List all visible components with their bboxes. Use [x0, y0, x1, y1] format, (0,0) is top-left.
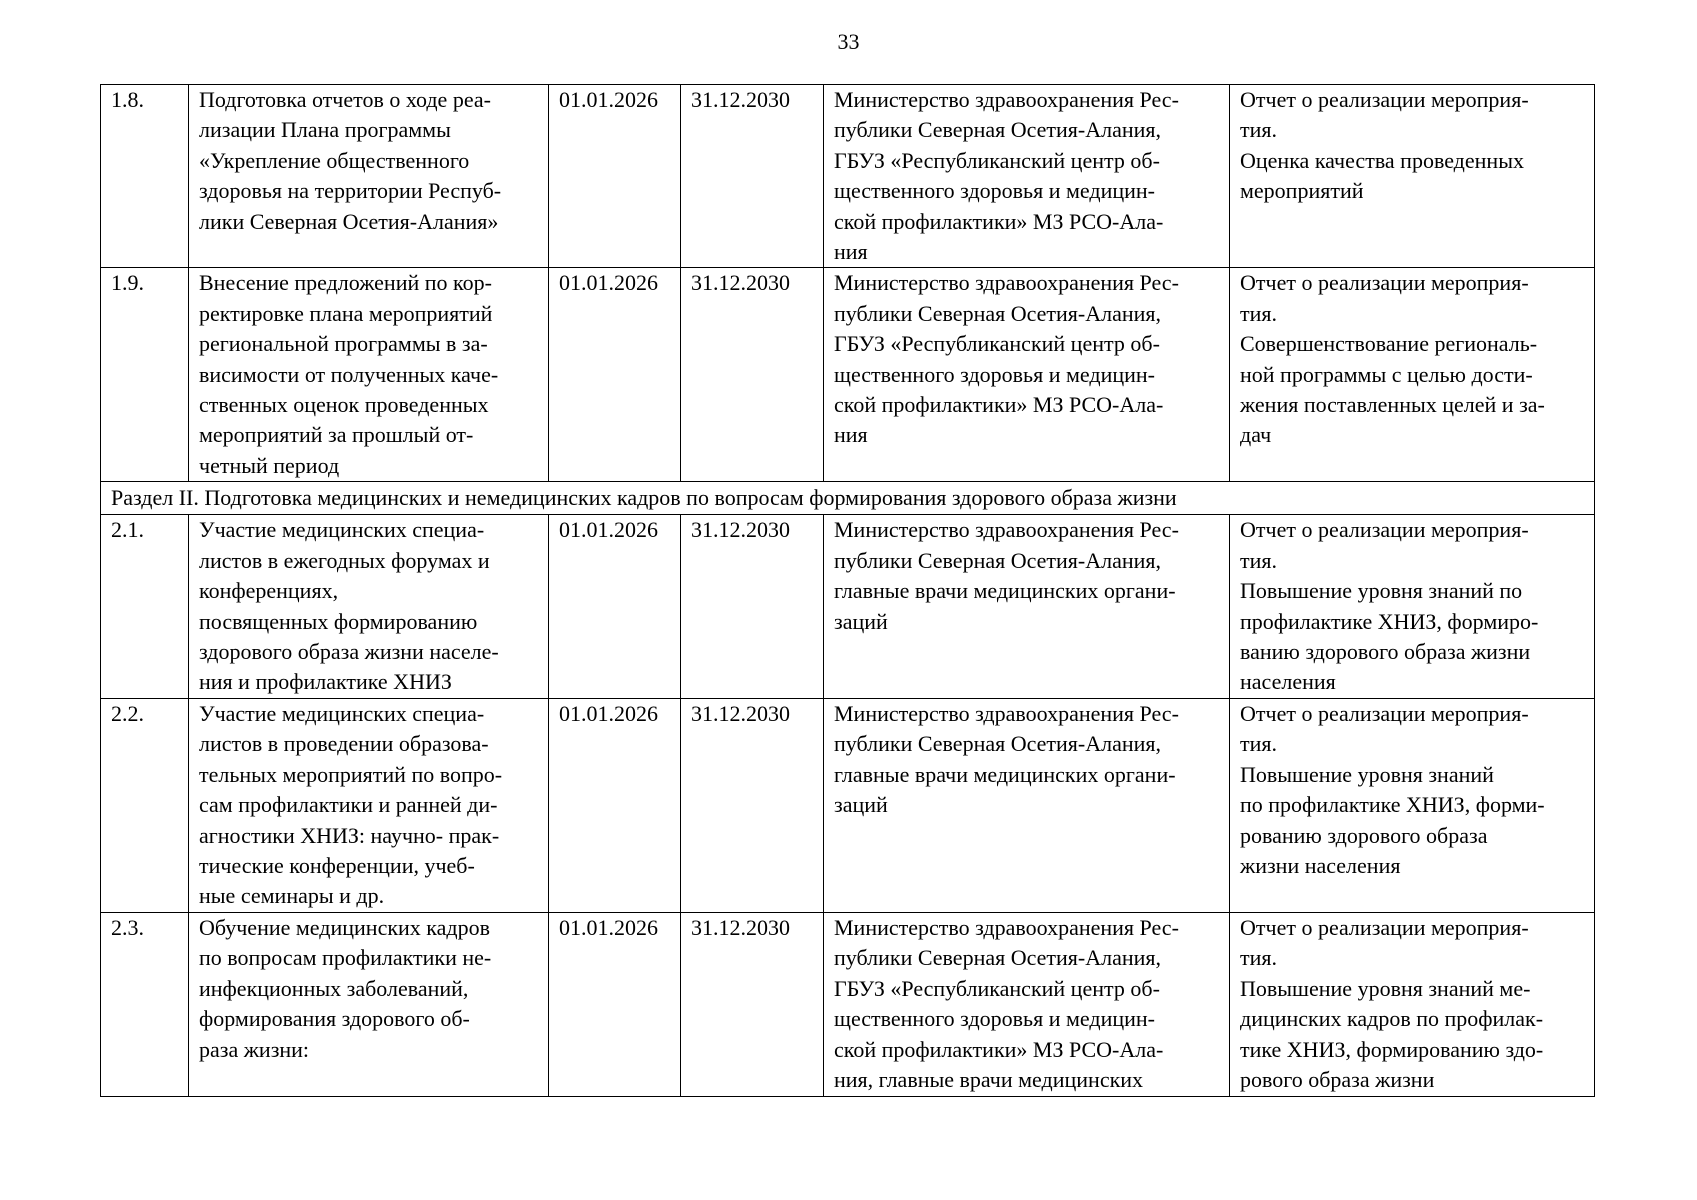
expected-result: Отчет о реализации мероприя- тия. Оценка качества проведенных мероприятий: [1230, 85, 1595, 268]
start-date: 01.01.2026: [549, 515, 681, 698]
end-date: 31.12.2030: [681, 515, 824, 698]
end-date: 31.12.2030: [681, 85, 824, 268]
table-row: [101, 912, 1595, 1096]
start-date: 01.01.2026: [549, 268, 681, 482]
end-date: 31.12.2030: [681, 912, 824, 1096]
responsible-executors: Министерство здравоохранения Рес- публики Северная Осетия-Алания, главные врачи медицинских органи- заций: [824, 698, 1230, 912]
row-number: 1.8.: [101, 85, 189, 268]
page-number: 33: [837, 29, 860, 54]
responsible-executors: Министерство здравоохранения Рес- публики Северная Осетия-Алания, ГБУЗ «Республиканский центр об- щественного здоровья и медицин- ской профилактики» МЗ РСО-Ала- ния: [824, 85, 1230, 268]
responsible-executors: Министерство здравоохранения Рес- публики Северная Осетия-Алания, ГБУЗ «Республиканский центр об- щественного здоровья и медицин- ской профилактики» МЗ РСО-Ала- ния: [824, 268, 1230, 482]
row-number: 2.3.: [101, 912, 189, 1096]
start-date: 01.01.2026: [549, 912, 681, 1096]
table-row: [101, 698, 1595, 912]
expected-result: Отчет о реализации мероприя- тия. Повышение уровня знаний по профилактике ХНИЗ, формиро- ванию здорового образа жизни населения: [1230, 515, 1595, 698]
end-date: 31.12.2030: [681, 268, 824, 482]
table-body-group2: [101, 515, 1595, 1096]
row-number: 2.1.: [101, 515, 189, 698]
row-number: 1.9.: [101, 268, 189, 482]
table-row: [101, 268, 1595, 482]
activities-table: [100, 84, 1595, 1097]
table-row: [101, 515, 1595, 698]
end-date: 31.12.2030: [681, 698, 824, 912]
activity-name: Участие медицинских специа- листов в ежегодных форумах и конференциях, посвященных формированию здорового образа жизни населе- ния и профилактике ХНИЗ: [189, 515, 549, 698]
expected-result: Отчет о реализации мероприя- тия. Повышение уровня знаний по профилактике ХНИЗ, форми- рованию здорового образа жизни населения: [1230, 698, 1595, 912]
expected-result: Отчет о реализации мероприя- тия. Совершенствование региональ- ной программы с целью дости- жения поставленных целей и за- дач: [1230, 268, 1595, 482]
section-row: [101, 482, 1595, 515]
table-row: [101, 85, 1595, 268]
activity-name: Внесение предложений по кор- ректировке плана мероприятий региональной программы в за- висимости от полученных каче- ственных оценок проведенных мероприятий за прошлый от- четный период: [189, 268, 549, 482]
responsible-executors: Министерство здравоохранения Рес- публики Северная Осетия-Алания, ГБУЗ «Республиканский центр об- щественного здоровья и медицин- ской профилактики» МЗ РСО-Ала- ния, главные врачи медицинских: [824, 912, 1230, 1096]
section-title: Раздел II. Подготовка медицинских и немедицинских кадров по вопросам формирования здорового образа жизни: [101, 482, 1595, 515]
activity-name: Подготовка отчетов о ходе реа- лизации Плана программы «Укрепление общественного здоровья на территории Респуб- лики Северная Осетия-Алания»: [189, 85, 549, 268]
activity-name: Участие медицинских специа- листов в проведении образова- тельных мероприятий по вопро- сам профилактики и ранней ди- агностики ХНИЗ: научно- прак- тические конференции, учеб- ные семинары и др.: [189, 698, 549, 912]
row-number: 2.2.: [101, 698, 189, 912]
expected-result: Отчет о реализации мероприя- тия. Повышение уровня знаний ме- дицинских кадров по профилак- тике ХНИЗ, формированию здо- рового образа жизни: [1230, 912, 1595, 1096]
responsible-executors: Министерство здравоохранения Рес- публики Северная Осетия-Алания, главные врачи медицинских органи- заций: [824, 515, 1230, 698]
table-body-group1: [101, 85, 1595, 515]
activity-name: Обучение медицинских кадров по вопросам профилактики не- инфекционных заболеваний, формирования здорового об- раза жизни:: [189, 912, 549, 1096]
start-date: 01.01.2026: [549, 698, 681, 912]
start-date: 01.01.2026: [549, 85, 681, 268]
